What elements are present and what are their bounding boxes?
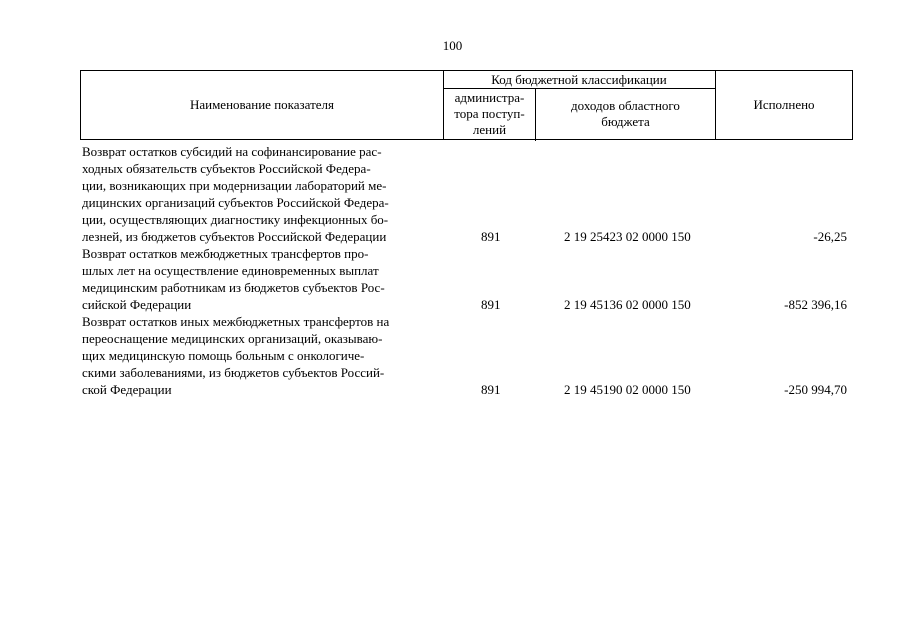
header-budget-classification: Код бюджетной классификации — [491, 71, 667, 87]
row-name — [82, 143, 438, 245]
table-header — [80, 70, 853, 140]
header-admin-line: администра- — [454, 90, 525, 105]
row-name — [82, 245, 438, 313]
table-row — [80, 245, 853, 313]
row-executed: -26,25 — [813, 229, 847, 244]
row-revenue-code: 2 19 45136 02 0000 150 — [564, 297, 691, 312]
row-name-line: Возврат остатков субсидий на софинансирование рас- — [82, 144, 382, 159]
header-executed: Исполнено — [753, 97, 815, 112]
table-row — [80, 143, 853, 245]
header-revenue-line: бюджета — [601, 114, 650, 129]
row-revenue-code: 2 19 25423 02 0000 150 — [564, 229, 691, 244]
table-row — [80, 313, 853, 398]
row-executed: -852 396,16 — [784, 297, 847, 312]
header-admin-line: тора поступ- — [454, 106, 525, 121]
row-revenue-code: 2 19 45190 02 0000 150 — [564, 382, 691, 397]
header-revenue-line: доходов областного — [571, 98, 680, 113]
row-admin-code: 891 — [481, 297, 501, 312]
row-name-line: сийской Федерации — [82, 297, 192, 312]
row-name-line: ходных обязательств субъектов Российской Федера- — [82, 161, 371, 176]
row-name-line: ции, возникающих при модернизации лабораторий ме- — [82, 178, 387, 193]
row-name-line: скими заболеваниями, из бюджетов субъектов Россий- — [82, 365, 385, 380]
row-name — [82, 313, 438, 398]
row-name-line: шлых лет на осуществление единовременных выплат — [82, 263, 379, 278]
header-administrator — [444, 89, 535, 139]
row-name-line: ции, осуществляющих диагностику инфекционных бо- — [82, 212, 389, 227]
row-admin-code: 891 — [481, 229, 501, 244]
row-name-line: медицинским работникам из бюджетов субъектов Рос- — [82, 280, 385, 295]
row-admin-code: 891 — [481, 382, 501, 397]
row-executed: -250 994,70 — [784, 382, 847, 397]
row-name-line: Возврат остатков иных межбюджетных трансфертов на — [82, 314, 390, 329]
header-admin-line: лений — [472, 122, 507, 137]
row-name-line: Возврат остатков межбюджетных трансфертов про- — [82, 246, 369, 261]
page-number: 100 — [442, 38, 463, 53]
row-name-line: щих медицинскую помощь больным с онкологиче- — [82, 348, 365, 363]
header-name: Наименование показателя — [189, 97, 335, 112]
row-name-line: ской Федерации — [82, 382, 172, 397]
row-name-line: дицинских организаций субъектов Российской Федера- — [82, 195, 389, 210]
row-name-line: лезней, из бюджетов субъектов Российской Федерации — [82, 229, 387, 244]
header-revenue — [536, 89, 715, 139]
row-name-line: переоснащение медицинских организаций, оказываю- — [82, 331, 383, 346]
